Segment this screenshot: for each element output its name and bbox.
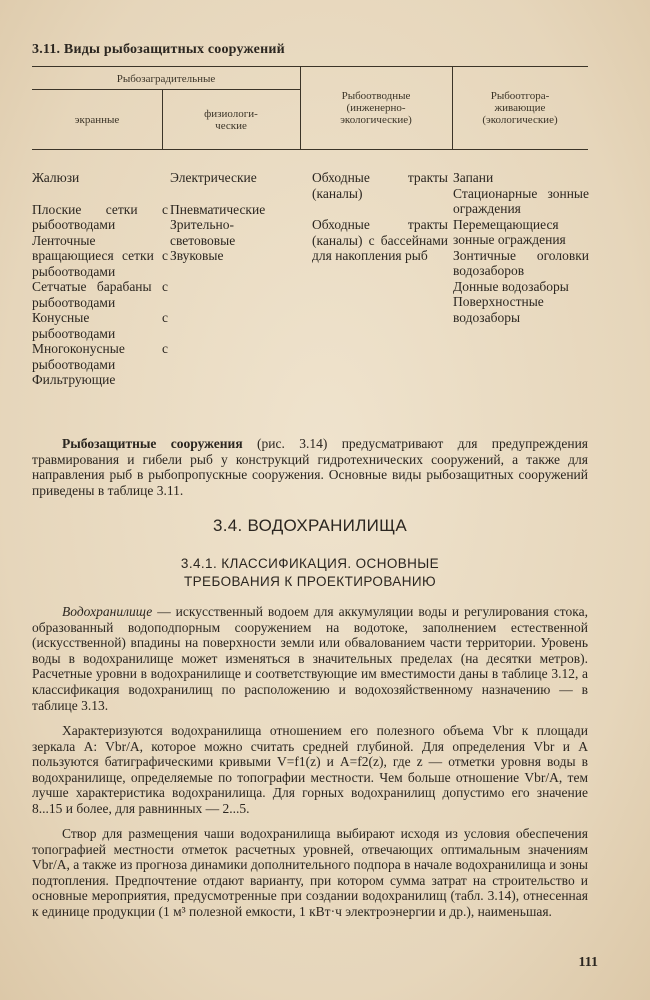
intro-text: (рис. 3.14) предусматривают для предупреждения травмирования и гибели рыб у конструкций гидротехнических сооружений, а также для направления рыб в рыбопропускные сооружения. Основные виды рыбозащитных сооружений приведены в таблице 3.11. [32,436,588,498]
table-cell: Обходные тракты (каналы) [312,170,448,201]
table-cell: Обходные тракты (каналы) с бассейнами для накопления рыб [312,217,448,263]
table-cell: Жалюзи [32,170,80,185]
paragraph-characteristics: Характеризуются водохранилища отношением его полезного объема Vbr к площади зеркала A: Vbr/A, которое можно считать средней глубиной. Для определения Vbr и A пользуются батиграфическими кривыми V=f1(z) и A=f2(z), где z — отметки уровня воды в водохранилище, определяемые по топографии местности. Чем больше отношение Vbr/A, тем лучше характеристика водохранилища. Для горных водохранилищ допустимо его значение 8...15 и более, для равнинных — 2...5. [32,723,588,816]
page-number: 111 [578,955,598,970]
table-cell: Звуковые [170,248,224,263]
table-cell: Сетчатые барабаны с рыбоотводами [32,279,168,310]
table-cell: Фильтрующие [32,372,116,387]
section-title: 3.4. ВОДОХРАНИЛИЩА [212,516,408,535]
table-cell: Пневматические [170,201,266,217]
header-physiological: физиологи- ческие [204,108,258,132]
header-screen: экранные [74,114,120,126]
table-column-screen [32,170,168,388]
table-cell: Многоконусные с рыбоотводами [32,341,168,372]
table-column-physiological [170,170,306,264]
table-cell: Стационарные зонные ограждения [453,185,589,216]
header-group-fish-barrier: Рыбозаградительные [116,73,216,85]
table-column-fencing [453,170,589,325]
header-divider [32,89,300,90]
table-cell: Донные водозаборы [453,278,569,294]
table-cell: Плоские сетки с рыбоотводами [32,201,168,232]
intro-paragraph [32,436,588,498]
definition-term: Водохранилище [62,604,153,619]
table-title: 3.11. Виды рыбозащитных сооружений [32,42,285,57]
paragraph-definition [32,604,588,713]
subsection-title [32,555,588,591]
header-fish-diversion: Рыбоотводные (инженерно- экологические) [340,90,412,126]
intro-term: Рыбозащитные сооружения [62,436,243,451]
table-cell: Зонтичные оголовки водозаборов [453,247,589,278]
table-cell: Ленточные вращающиеся сетки с рыбоотводами [32,232,168,279]
header-fish-fencing: Рыбоотгора- живающие (экологические) [482,90,558,126]
table-cell: Зрительно-светововые [170,217,236,248]
table-cell: Поверхностные водозаборы [453,294,544,325]
table-cell: Конусные с рыбоотводами [32,310,168,341]
paragraph-site-selection: Створ для размещения чаши водохранилища выбирают исходя из условия обеспечения топографией местности отметок расчетных уровней, отвечающих оптимальным значениям Vbr/A, а также из прогноза динамики дополнительного подпора в начале водохранилища и зоны подтопления. Предпочтение отдают варианту, при котором сумма затрат на строительство и основные мероприятия, предусмотренные при создании водохранилищ (табл. 3.14), отнесенная к единице продукции (1 м³ полезной емкости, 1 кВт·ч электроэнергии и др.), наименьшая. [32,826,588,919]
table-cell: Запани [453,170,494,185]
subsection-title-text: 3.4.1. КЛАССИФИКАЦИЯ. ОСНОВНЫЕ ТРЕБОВАНИЯ К ПРОЕКТИРОВАНИЮ [180,556,440,589]
table-cell: Электрические [170,170,257,185]
table-header [32,66,588,150]
table-cell: Перемещающиеся зонные ограждения [453,216,566,247]
definition-text: — искусственный водоем для аккумуляции воды и регулирования стока, образованный водоподпорным сооружением на водотоке, заполнением естественной (искусственной) впадины на поверхности земли или обвалованием части территории. Уровень воды в водохранилище может изменяться в значительных пределах (на десятки метров). Расчетные уровни в водохранилище и соответствующие им вместимости даны в таблице 3.12, а классификация водохранилищ по расположению и водохозяйственному назначению — в таблице 3.13. [32,604,588,713]
table-column-diversion [312,170,448,264]
